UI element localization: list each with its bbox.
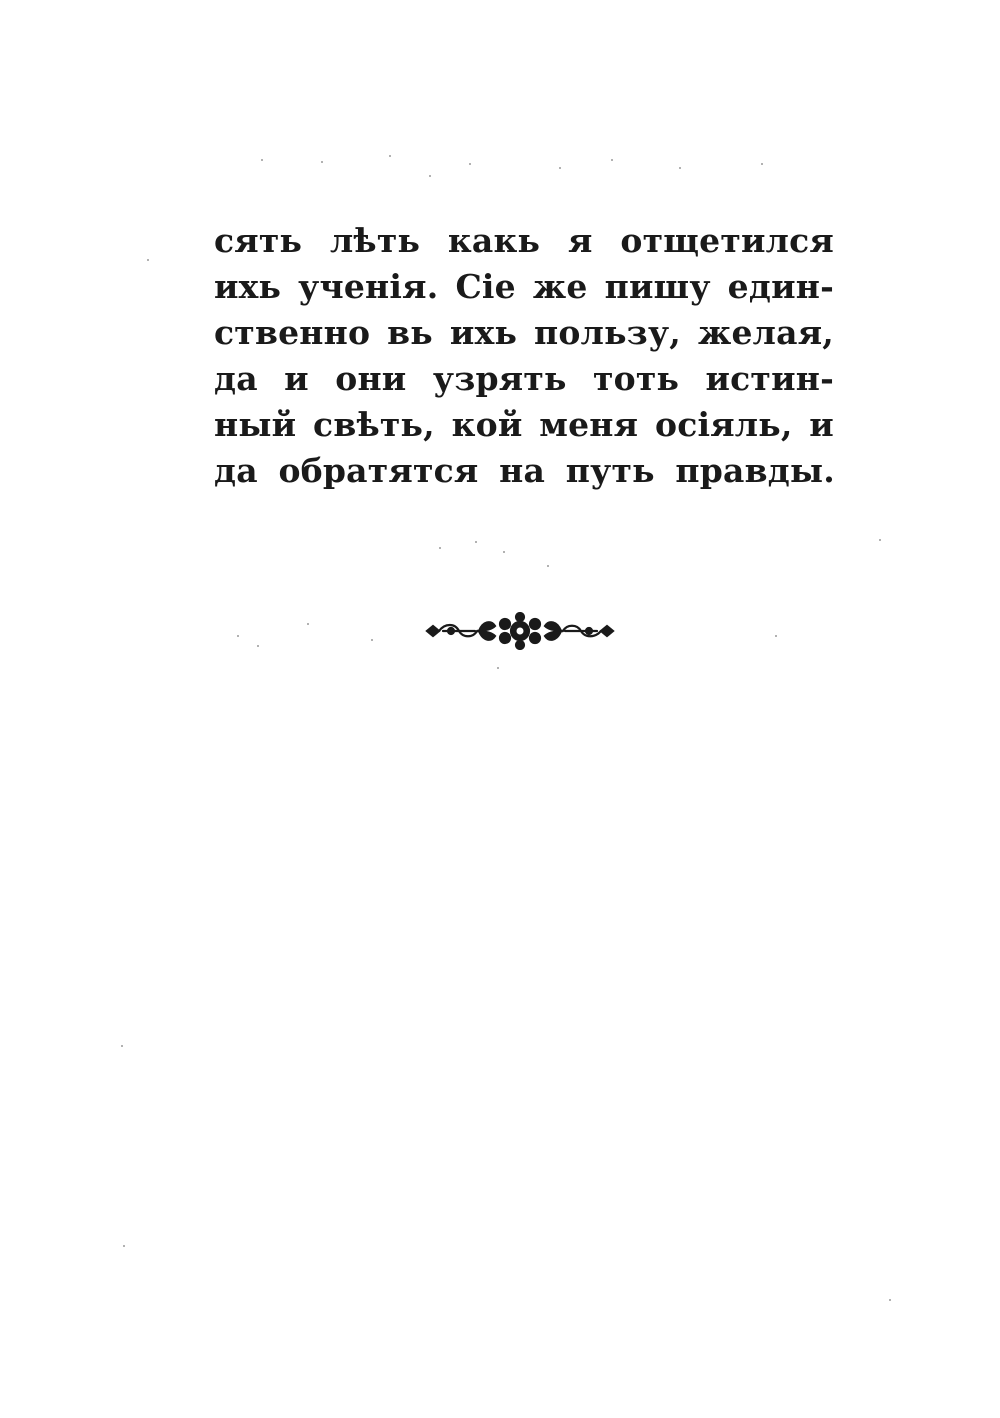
text-line: да обратятся на путь правды. (214, 451, 835, 490)
text-line: сять лѣть какь я отщетился (214, 221, 834, 260)
text-line: ственно вь ихь пользу, желая, (214, 313, 834, 352)
text-line: да и они узрять тоть истин- (214, 359, 834, 398)
text-line: ный свѣть, кой меня осіяль, и (214, 405, 834, 444)
text-line: ихь ученія. Сіе же пишу един- (214, 267, 834, 306)
floral-tailpiece-ornament-icon (425, 612, 615, 650)
text-block (214, 218, 834, 494)
